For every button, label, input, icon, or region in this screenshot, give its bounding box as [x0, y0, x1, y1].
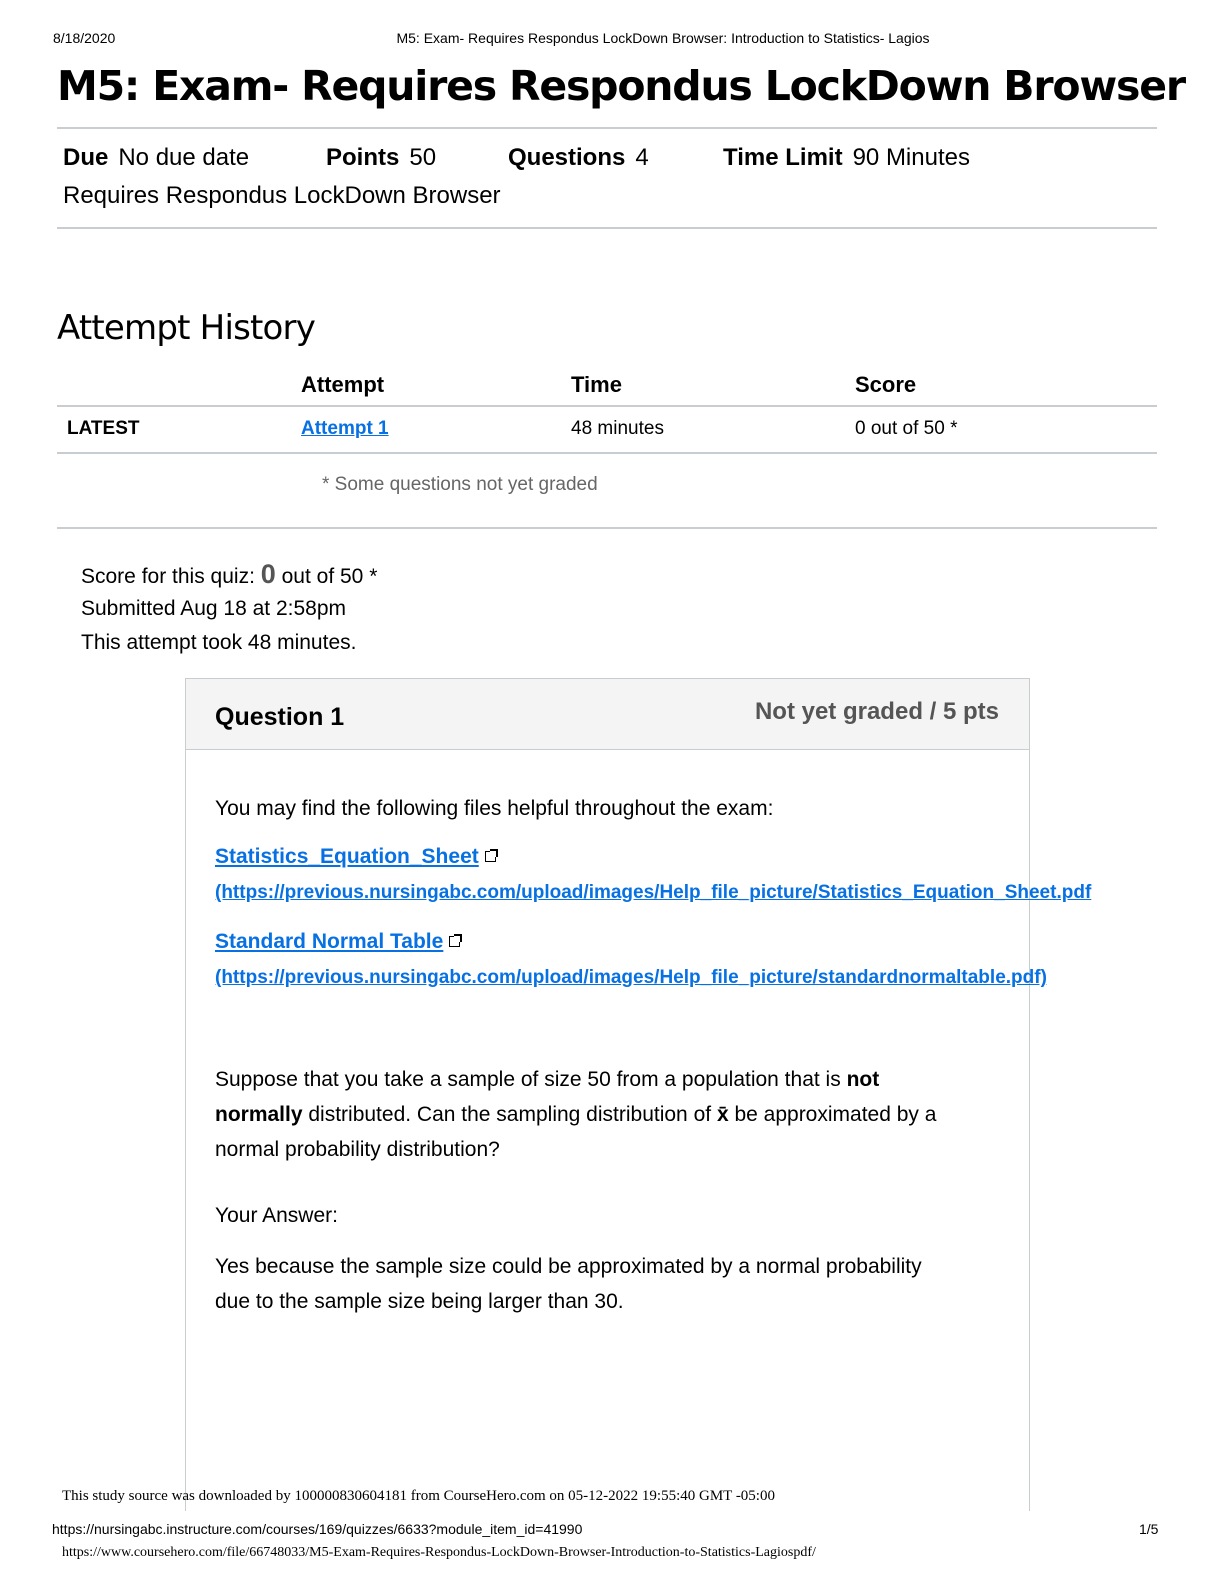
ungraded-note: * Some questions not yet graded	[322, 474, 598, 495]
due-label: Due	[63, 144, 109, 171]
question-title: Question 1	[215, 703, 345, 731]
time-limit-label: Time Limit	[723, 144, 843, 171]
column-header-attempt: Attempt	[301, 372, 385, 397]
divider	[57, 227, 1157, 229]
score-suffix: out of 50 *	[281, 565, 378, 588]
external-link-icon	[449, 936, 460, 947]
file-url-equation-sheet[interactable]: (https://previous.nursingabc.com/upload/images/Help_file_picture/Statistics_Equation_Sheet.pdf	[215, 882, 1092, 903]
quiz-score	[81, 559, 377, 590]
external-link-icon	[485, 851, 496, 862]
prompt-text: distributed. Can the sampling distribution of	[302, 1103, 717, 1126]
table-header-divider	[57, 405, 1157, 407]
page-title: M5: Exam- Requires Respondus LockDown Browser	[57, 62, 1185, 110]
download-source-note: This study source was downloaded by 100000830604181 from CourseHero.com on 05-12-2022 19:55:40 GMT -05:00	[62, 1488, 775, 1504]
file-url-normal-table[interactable]: (https://previous.nursingabc.com/upload/images/Help_file_picture/standardnormaltable.pdf)	[215, 967, 1047, 988]
file-name: Statistics_Equation_Sheet	[215, 845, 479, 868]
question-prompt	[215, 1062, 1015, 1167]
latest-tag: LATEST	[67, 418, 140, 439]
prompt-bold: normally	[215, 1103, 303, 1126]
submitted-time: Submitted Aug 18 at 2:58pm	[81, 597, 347, 620]
points-label: Points	[326, 144, 400, 171]
file-link-normal-table[interactable]	[215, 930, 460, 954]
files-intro: You may find the following files helpful throughout the exam:	[215, 797, 774, 820]
answer-line-2: due to the sample size being larger than 30.	[215, 1290, 624, 1313]
prompt-bold: not	[846, 1068, 880, 1091]
divider	[57, 452, 1157, 454]
file-link-equation-sheet[interactable]	[215, 845, 496, 869]
attempt-1-link[interactable]: Attempt 1	[301, 418, 389, 439]
due-info	[63, 144, 249, 172]
points-info	[326, 144, 436, 172]
score-prefix: Score for this quiz:	[81, 565, 255, 588]
time-limit-info	[723, 144, 970, 172]
answer-label: Your Answer:	[215, 1204, 338, 1227]
prompt-text: Suppose that you take a sample of size 50 from a population that is	[215, 1068, 847, 1091]
question-header	[186, 679, 1029, 750]
score-value: 0	[260, 559, 276, 589]
column-header-score: Score	[855, 372, 917, 397]
prompt-text: be approximated by a	[728, 1103, 937, 1126]
divider	[57, 127, 1157, 129]
print-page-title: M5: Exam- Requires Respondus LockDown Browser: Introduction to Statistics- Lagios	[396, 30, 930, 46]
attempt-score: 0 out of 50 *	[855, 418, 958, 439]
page-number: 1/5	[1139, 1521, 1159, 1537]
page-url: https://nursingabc.instructure.com/courses/169/quizzes/6633?module_item_id=41990	[52, 1521, 583, 1537]
divider	[57, 527, 1157, 529]
time-limit-value: 90 Minutes	[852, 144, 970, 171]
points-value: 50	[409, 144, 437, 171]
lockdown-requirement: Requires Respondus LockDown Browser	[63, 182, 501, 209]
due-value: No due date	[118, 144, 250, 171]
questions-info	[508, 144, 649, 172]
attempt-duration: This attempt took 48 minutes.	[81, 631, 357, 654]
file-name: Standard Normal Table	[215, 930, 444, 953]
attempt-history-heading: Attempt History	[57, 308, 316, 348]
prompt-text: normal probability distribution?	[215, 1138, 500, 1161]
attempt-time: 48 minutes	[571, 418, 664, 439]
x-bar-symbol: x̄	[716, 1103, 729, 1126]
questions-label: Questions	[508, 144, 626, 171]
questions-value: 4	[635, 144, 649, 171]
coursehero-url: https://www.coursehero.com/file/66748033/M5-Exam-Requires-Respondus-LockDown-Browser-Introduction-to-Statistics-Lagiospdf/	[62, 1545, 816, 1560]
question-points: Not yet graded / 5 pts	[754, 698, 999, 725]
print-date: 8/18/2020	[53, 30, 116, 46]
answer-line-1: Yes because the sample size could be approximated by a normal probability	[215, 1255, 922, 1278]
column-header-time: Time	[571, 372, 622, 397]
